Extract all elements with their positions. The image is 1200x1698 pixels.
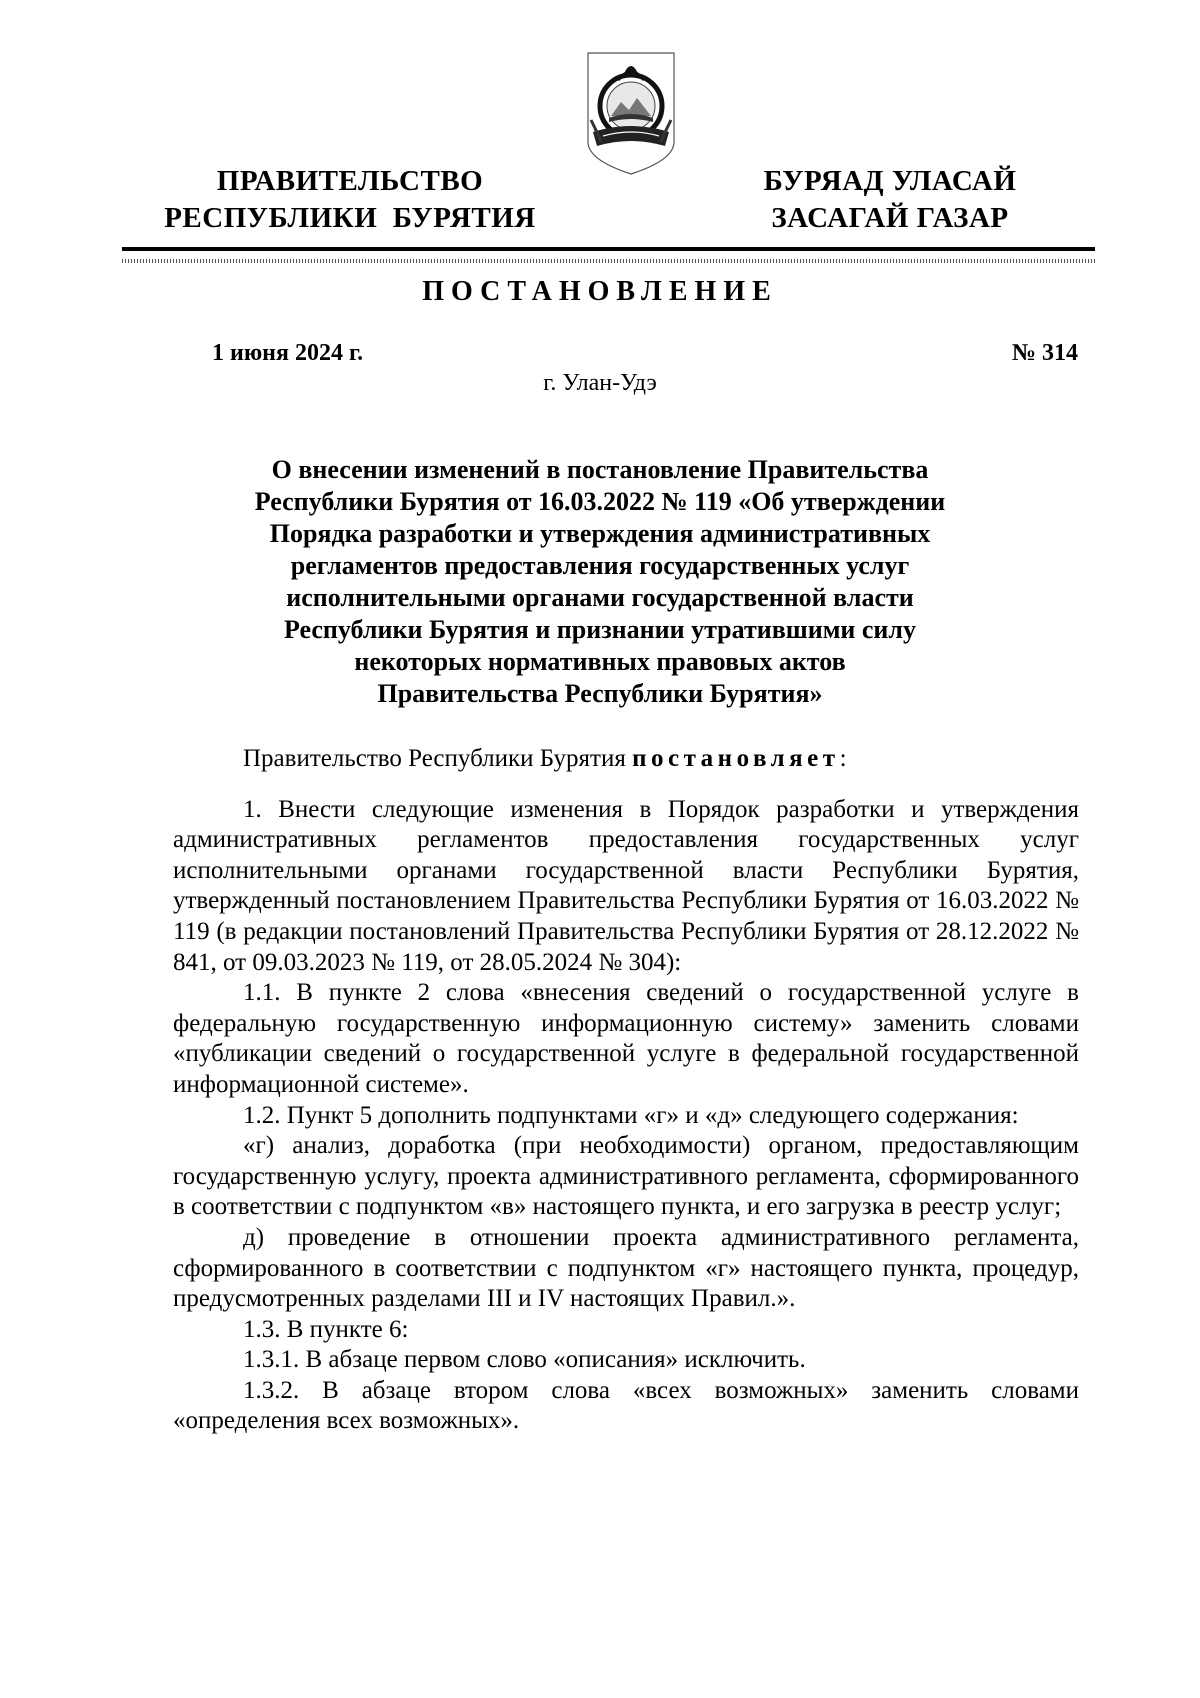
preamble-colon: :: [839, 745, 847, 772]
title-line: Порядка разработки и утверждения административных: [269, 519, 931, 548]
title-line: Республики Бурятия и признании утратившими силу: [283, 615, 916, 644]
paragraph: 1.3.2. В абзаце втором слова «всех возможных» заменить словами «определения всех возможных».: [173, 1376, 1079, 1435]
paragraph: 1.1. В пункте 2 слова «внесения сведений о государственной услуге в федеральную государственную информационную систему» заменить словами «публикации сведений о государственной услуге в федеральной государственной информационной системе».: [173, 979, 1079, 1098]
document-city: г. Улан-Удэ: [543, 370, 657, 396]
paragraph: 1.3. В пункте 6:: [243, 1315, 409, 1343]
header-left-line-1: ПРАВИТЕЛЬСТВО: [216, 165, 484, 197]
header-divider-thick: [122, 247, 1095, 251]
document-date: 1 июня 2024 г.: [212, 340, 364, 366]
preamble-verb: постановляет: [632, 745, 840, 772]
paragraph: 1. Внести следующие изменения в Порядок разработки и утверждения административных регламентов предоставления государственных услуг исполнительными органами государственной власти Республики Бурятия, утвержденный постановлением Правительства Республики Бурятия от 16.03.2022 № 119 (в редакции постановлений Правительства Республики Бурятия от 28.12.2022 № 841, от 09.03.2023 № 119, от 28.05.2024 № 304):: [173, 795, 1079, 976]
preamble: [173, 744, 1079, 775]
header-right-block: [725, 163, 1055, 237]
preamble-text: Правительство Республики Бурятия: [243, 745, 633, 772]
title-line: исполнительными органами государственной власти: [286, 583, 914, 612]
title-line: Республики Бурятия от 16.03.2022 № 119 «Об утверждении: [254, 487, 946, 516]
paragraph: д) проведение в отношении проекта административного регламента, сформированного в соответствии с подпунктом «г» настоящего пункта, процедур, предусмотренных разделами III и IV настоящих Правил.».: [173, 1223, 1079, 1313]
title-line: регламентов предоставления государственных услуг: [290, 551, 910, 580]
header-right-line-2: ЗАСАГАЙ ГАЗАР: [771, 202, 1009, 234]
title-line: Правительства Республики Бурятия»: [377, 679, 823, 708]
paragraph: «г) анализ, доработка (при необходимости) органом, предоставляющим государственную услугу, проекта административного регламента, сформированного в соответствии с подпунктом «в» настоящего пункта, и его загрузка в реестр услуг;: [173, 1132, 1079, 1221]
paragraph: 1.2. Пункт 5 дополнить подпунктами «г» и «д» следующего содержания:: [243, 1101, 1019, 1129]
paragraph: 1.3.1. В абзаце первом слово «описания» исключить.: [243, 1346, 806, 1374]
title-line: некоторых нормативных правовых актов: [354, 647, 846, 676]
header-right-line-1: БУРЯАД УЛАСАЙ: [763, 165, 1017, 197]
header-left-line-2: РЕСПУБЛИКИ БУРЯТИЯ: [164, 202, 536, 234]
header-divider-thin: [122, 259, 1095, 263]
document-title: [200, 454, 1000, 710]
document-type: ПОСТАНОВЛЕНИЕ: [422, 276, 778, 307]
header-left-block: [160, 163, 540, 237]
coat-of-arms-emblem-icon: [585, 50, 677, 178]
title-line: О внесении изменений в постановление Правительства: [271, 455, 929, 484]
document-body: [173, 744, 1079, 1437]
document-number: № 314: [1011, 340, 1078, 366]
